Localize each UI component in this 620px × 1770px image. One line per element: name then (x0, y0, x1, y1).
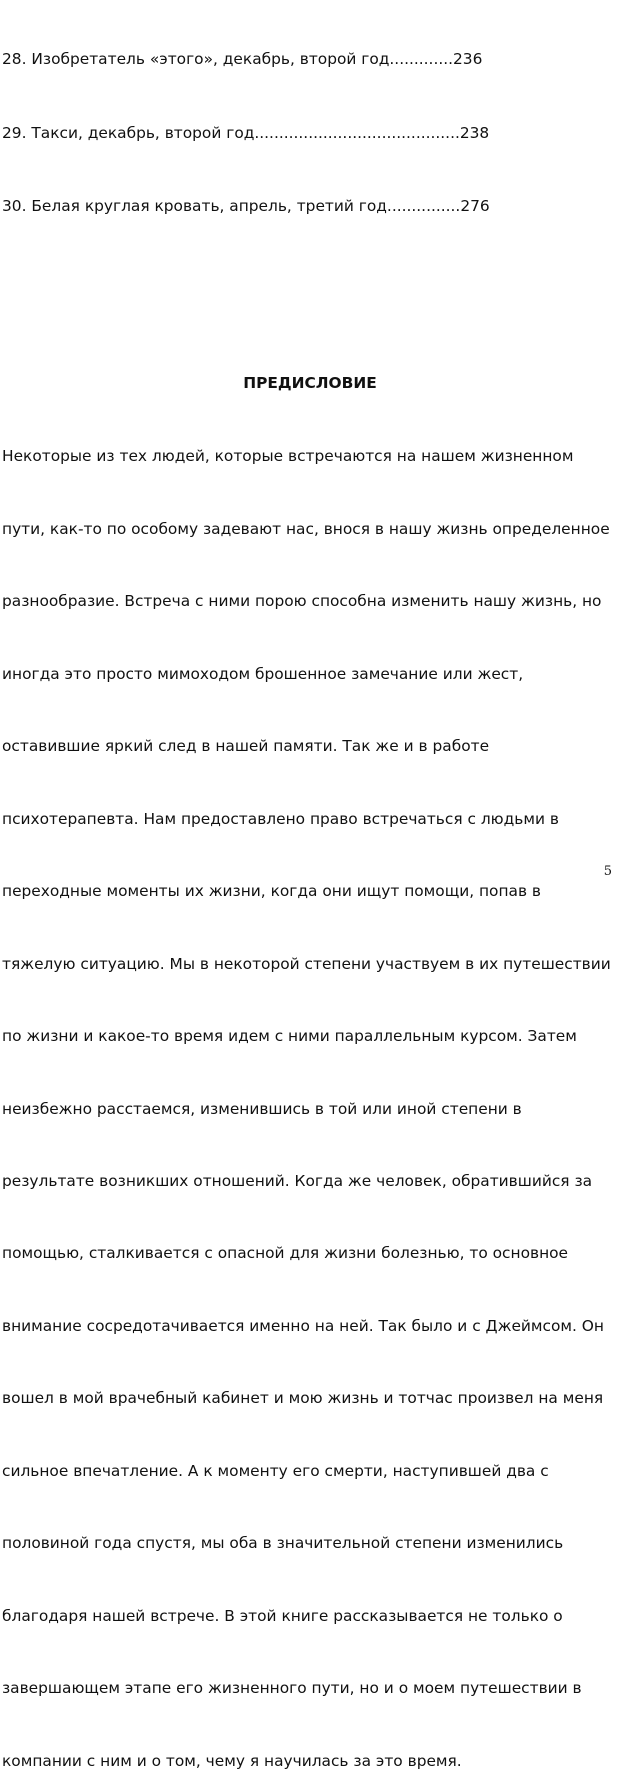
preface-line: завершающем этапе его жизненного пути, но и о моем путешествии в (2, 1679, 582, 1698)
preface-line: помощью, сталкивается с опасной для жизни болезнью, то основное (2, 1244, 569, 1263)
preface-line: сильное впечатление. А к моменту его смерти, наступившей два с (2, 1461, 549, 1480)
preface-line: переходные моменты их жизни, когда они ищут помощи, попав в (2, 882, 541, 901)
preface-line: иногда это просто мимоходом брошенное замечание или жест, (2, 664, 524, 683)
toc-entry: 30. Белая круглая кровать, апрель, третий год...............276 (2, 197, 490, 215)
preface-body (2, 396, 611, 1770)
toc-entry: 28. Изобретатель «этого», декабрь, второй год.............236 (2, 50, 483, 68)
toc-entry: 29. Такси, декабрь, второй год..........................................238 (2, 123, 490, 142)
preface-line: результате возникших отношений. Когда же человек, обратившийся за (2, 1172, 593, 1190)
preface-line: половиной года спустя, мы оба в значительной степени изменились (2, 1534, 564, 1553)
preface-line: внимание сосредотачивается именно на ней. Так было и с Джеймсом. Он (2, 1316, 604, 1335)
preface-line: разнообразие. Встреча с ними порою способна изменить нашу жизнь, но (2, 592, 602, 611)
preface-line: по жизни и какое-то время идем с ними параллельным курсом. Затем (2, 1027, 577, 1046)
preface-line: психотерапевта. Нам предоставлено право встречаться с людьми в (2, 809, 559, 828)
preface-line: компании с ним и о том, чему я научилась за это время. (2, 1751, 462, 1770)
preface-line: благодаря нашей встрече. В этой книге рассказывается не только о (2, 1606, 563, 1625)
preface-line: тяжелую ситуацию. Мы в некоторой степени участвуем в их путешествии (2, 954, 611, 973)
preface-heading: ПРЕДИСЛОВИЕ (243, 374, 377, 392)
preface-line: пути, как-то по особому задевают нас, внося в нашу жизнь определенное (2, 519, 610, 538)
preface-line: неизбежно расстаемся, изменившись в той или иной степени в (2, 1099, 522, 1118)
preface-line: Некоторые из тех людей, которые встречаются на нашем жизненном (2, 447, 574, 466)
table-of-contents (2, 0, 490, 243)
preface-line: вошел в мой врачебный кабинет и мою жизнь и тотчас произвел на меня (2, 1389, 604, 1408)
page-number: 5 (603, 864, 612, 879)
preface-line: оставившие яркий след в нашей памяти. Так же и в работе (2, 737, 490, 756)
